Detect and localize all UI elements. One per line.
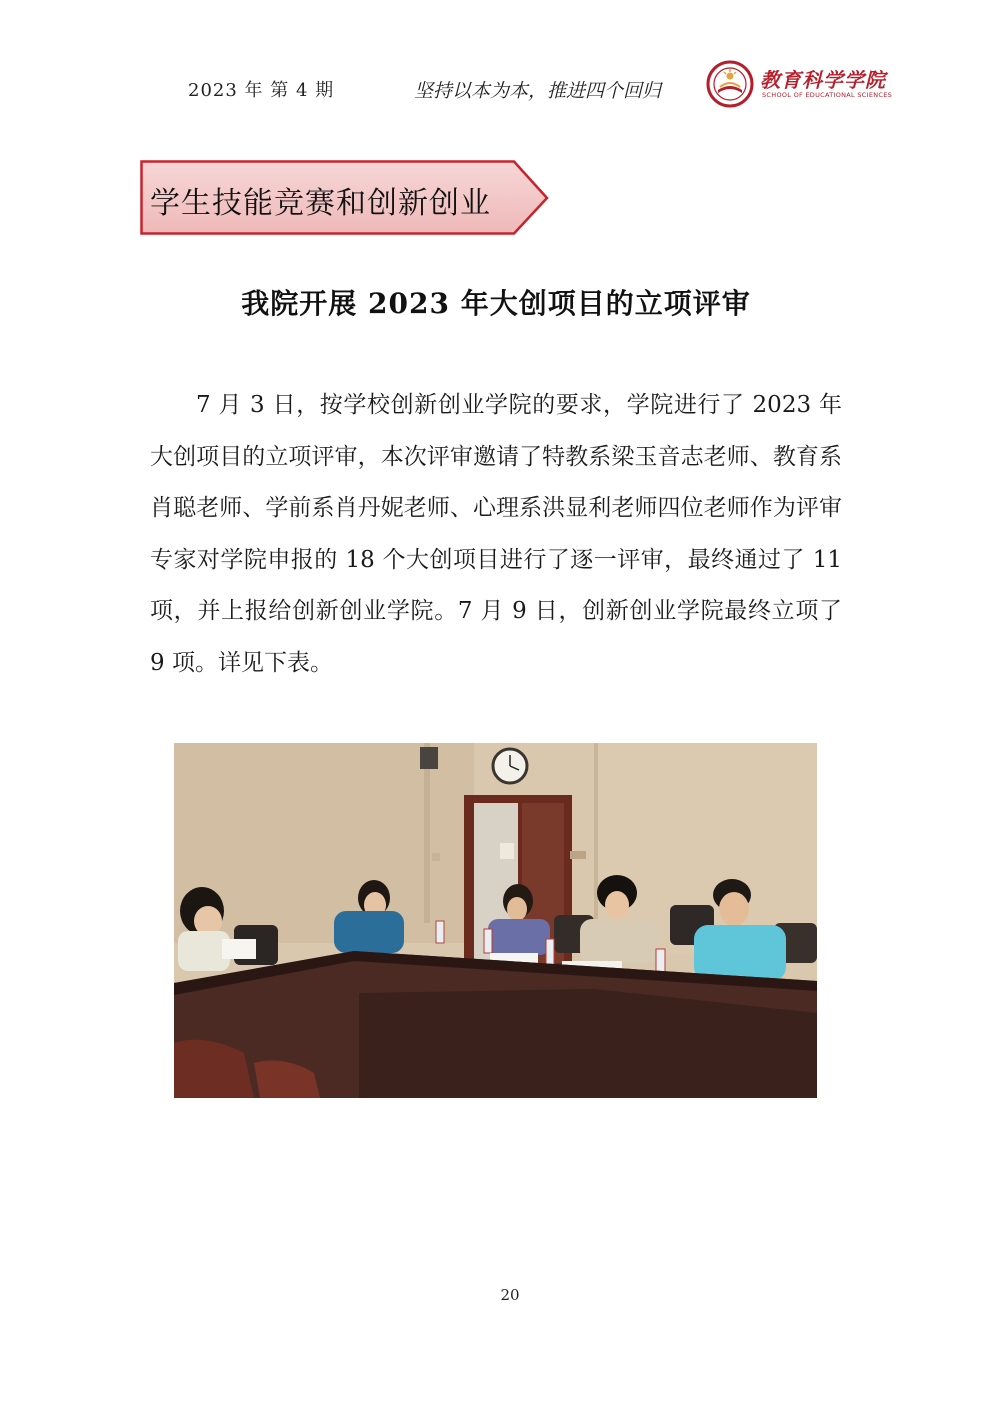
meeting-room-image — [174, 743, 817, 1098]
school-emblem-icon — [706, 60, 754, 108]
page-number: 20 — [500, 1286, 520, 1304]
article-paragraph: 7 月 3 日，按学校创新创业学院的要求，学院进行了 2023 年大创项目的立项评审，本次评审邀请了特教系梁玉音志老师、教育系肖聪老师、学前系肖丹妮老师、心理系洪显利老师四位老师作为评审专家对学院申报的 18 个大创项目进行了逐一评审，最终通过了 11 项，并上报给创新创业学院。7 月 9 日，创新创业学院最终立项了 9 项。详见下表。 — [150, 392, 842, 676]
section-banner-label: 学生技能竞赛和创新创业 — [150, 186, 491, 221]
page-header — [0, 60, 992, 116]
header-motto: 坚持以本为本，推进四个回归 — [414, 80, 662, 102]
issue-label: 2023 年 第 4 期 — [188, 80, 335, 101]
section-banner — [140, 160, 550, 236]
logo-school-subtitle: SCHOOL OF EDUCATIONAL SCIENCES — [762, 91, 893, 99]
article-title: 我院开展 2023 年大创项目的立项评审 — [241, 287, 751, 320]
logo-school-name: 教育科学学院 — [760, 68, 886, 92]
meeting-photo — [174, 743, 817, 1098]
school-logo — [706, 60, 893, 112]
